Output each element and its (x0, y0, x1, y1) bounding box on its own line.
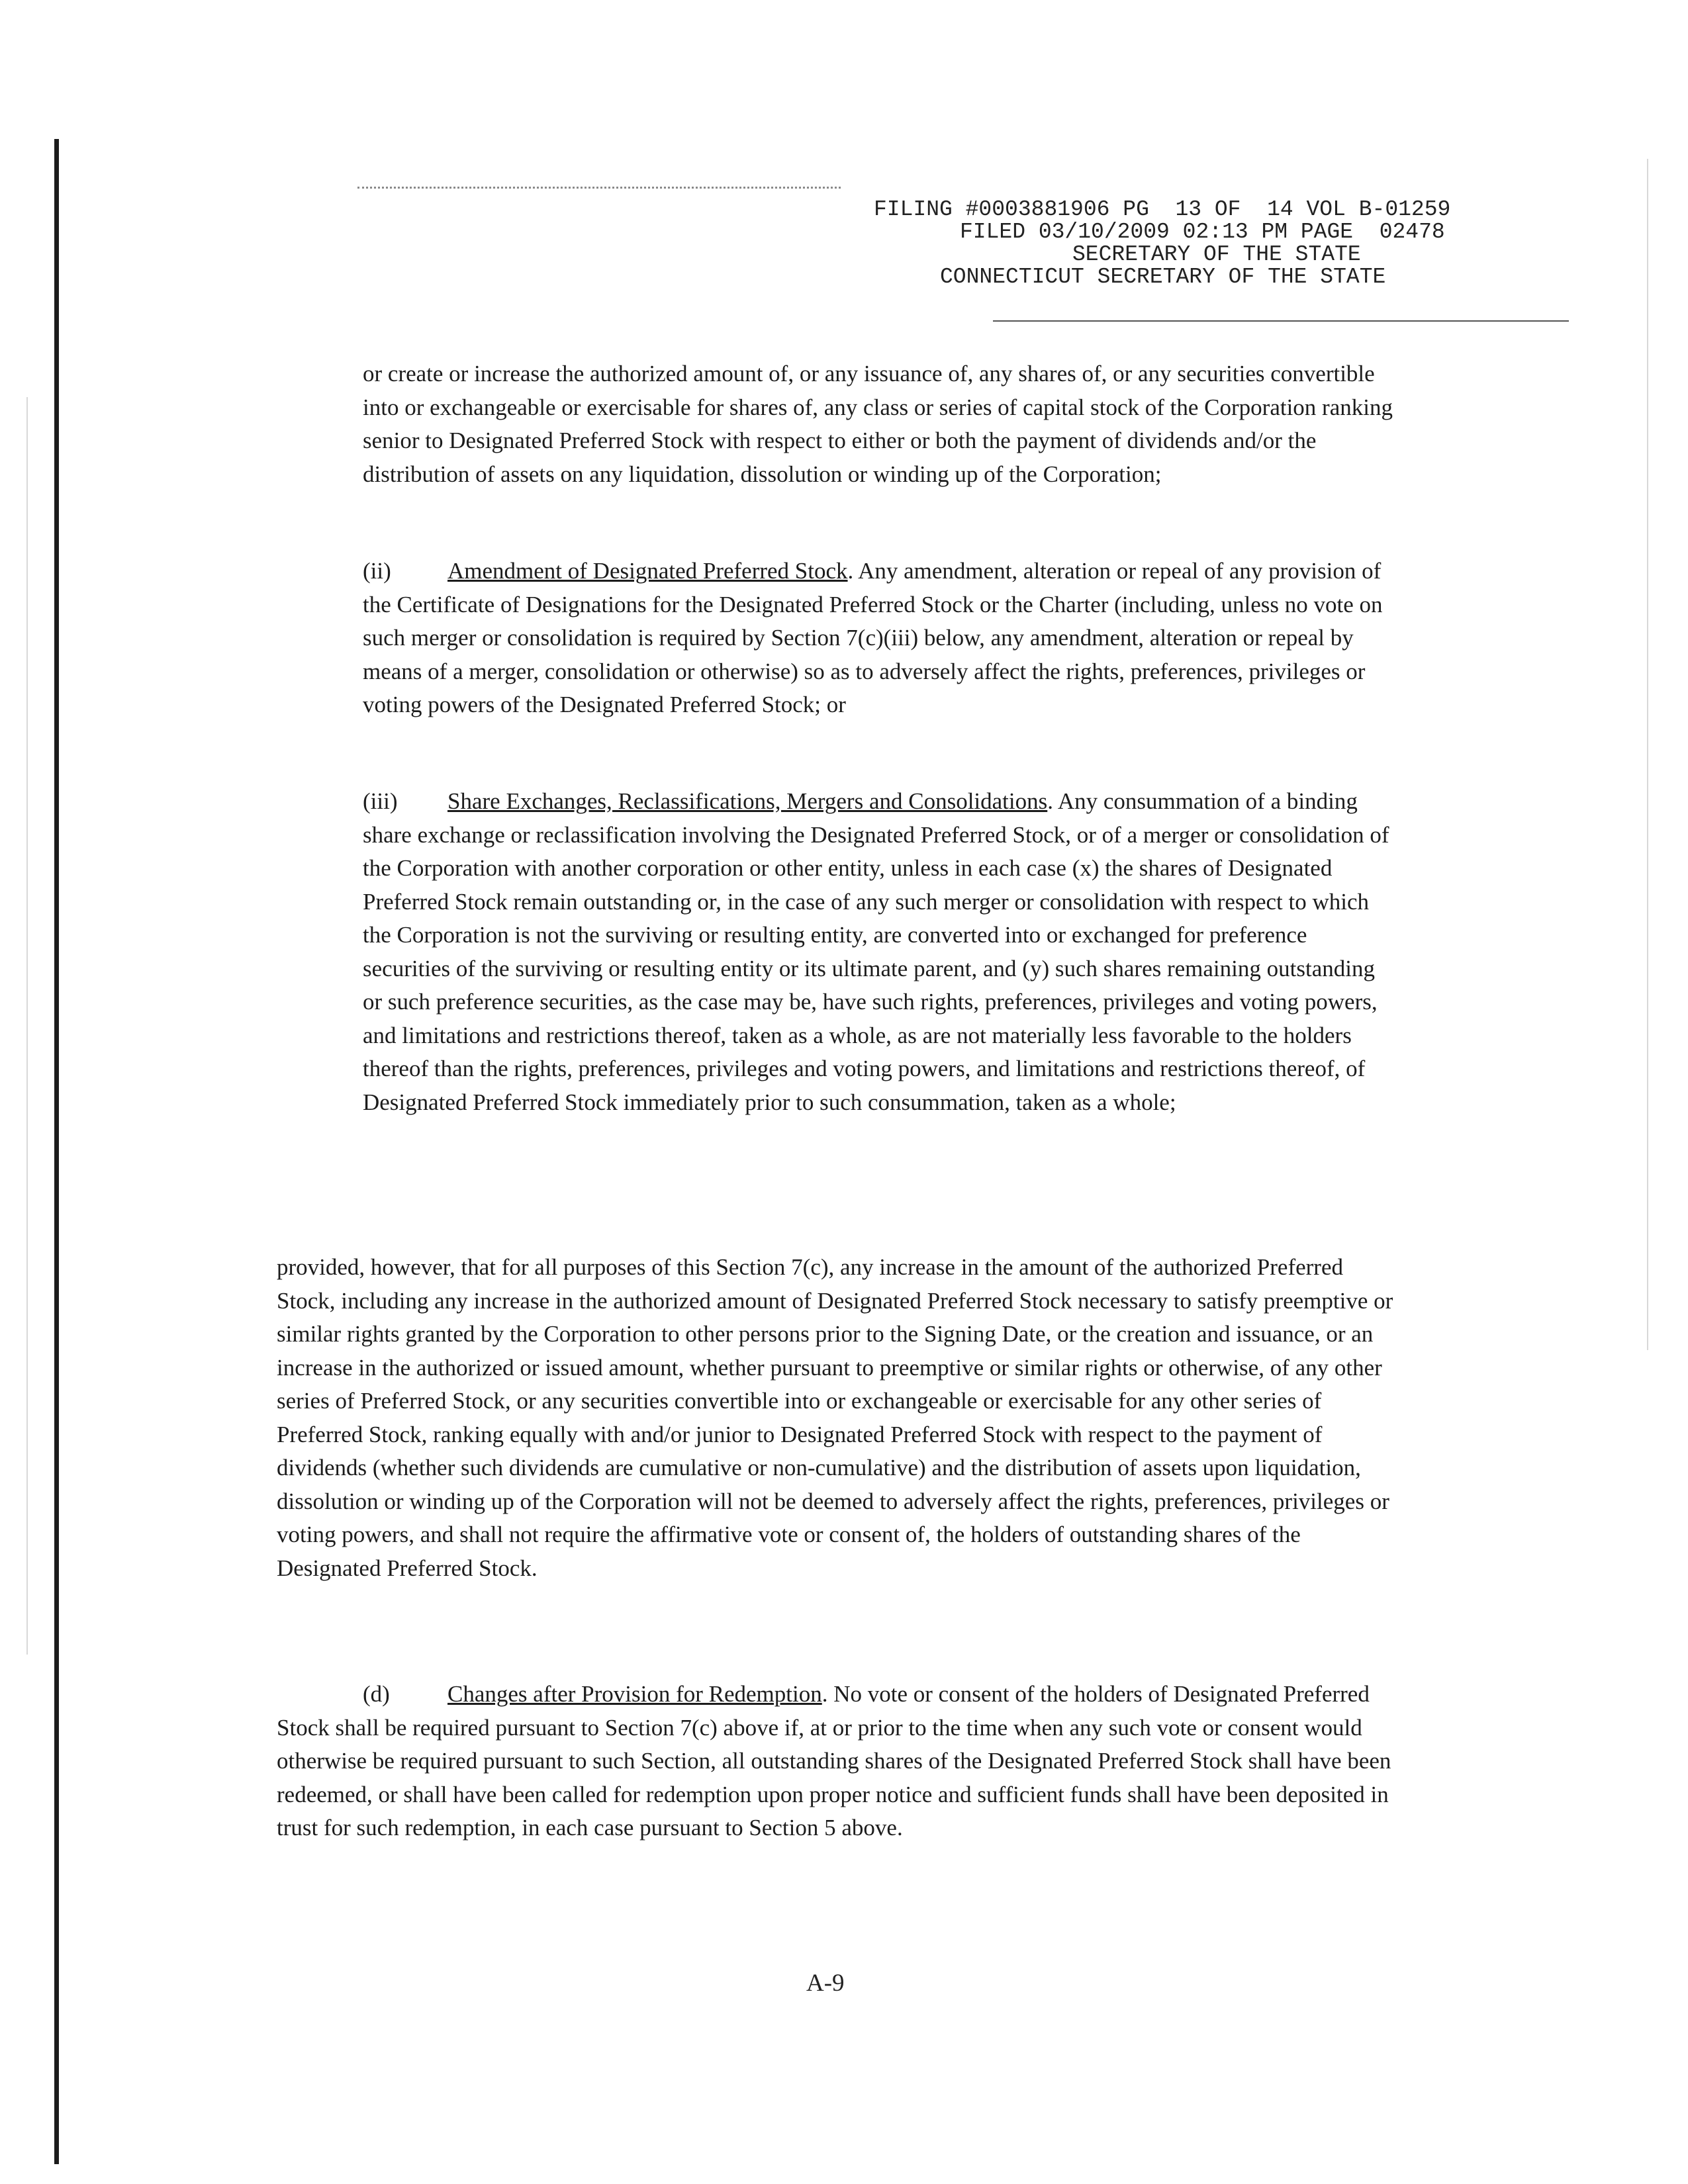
stamp-connecticut: CONNECTICUT SECRETARY OF THE STATE (940, 265, 1386, 289)
item-d-heading: Changes after Provision for Redemption (447, 1681, 822, 1707)
filing-stamp (854, 199, 1569, 289)
item-d-label: (d) (363, 1681, 390, 1707)
item-d-paragraph (277, 1678, 1395, 1845)
page-number: A-9 (806, 1970, 845, 1997)
item-ii-text: . Any amendment, alteration or repeal of any provision of the Certificate of Designations for the Designated Preferred Stock or the Charter (including, unless no vote on such merger or consolidation is required by Section 7(c)(iii) below, any amendment, alteration or repeal by means of a merger, consolidation or otherwise) so as to adversely affect the rights, preferences, privileges or voting powers of the Designated Preferred Stock; or (363, 558, 1383, 717)
item-iii-label: (iii) (363, 788, 398, 814)
item-ii-label: (ii) (363, 558, 391, 584)
scan-noise-mark (357, 187, 841, 189)
scan-margin-shadow-left (26, 397, 28, 1655)
scan-margin-shadow (1647, 159, 1648, 1350)
stamp-filing-number: FILING #0003881906 PG 13 OF 14 VOL B-01259 (874, 197, 1451, 222)
proviso-paragraph: provided, however, that for all purposes of this Section 7(c), any increase in the amount of the authorized Preferred Stock, including any increase in the authorized amount of Designated Preferred Stock necessary to satisfy preemptive or similar rights granted by the Corporation to other persons prior to the Signing Date, or the creation and issuance, or an increase in the authorized or issued amount, whether pursuant to preemptive or similar rights or otherwise, of any other series of Preferred Stock, or any securities convertible into or exchangeable or exercisable for any other series of Preferred Stock, ranking equally with and/or junior to Designated Preferred Stock with respect to the payment of dividends (whether such dividends are cumulative or non-cumulative) and the distribution of assets upon liquidation, dissolution or winding up of the Corporation will not be deemed to adversely affect the rights, preferences, privileges or voting powers, and shall not require the affirmative vote or consent of, the holders of outstanding shares of the Designated Preferred Stock. (277, 1254, 1393, 1581)
item-iii-text: . Any consummation of a binding share exchange or reclassification involving the Designated Preferred Stock, or of a merger or consolidation of the Corporation with another corporation or other entity, unless in each case (x) the shares of Designated Preferred Stock remain outstanding or, in the case of any such merger or consolidation with respect to which the Corporation is not the surviving or resulting entity, are converted into or exchanged for preference securities of the surviving or resulting entity or its ultimate parent, and (y) such shares remaining outstanding or such preference securities, as the case may be, have such rights, preferences, privileges and voting powers, and limitations and restrictions thereof, taken as a whole, as are not materially less favorable to the holders thereof than the rights, preferences, privileges and voting powers, and limitations and restrictions thereof, of Designated Preferred Stock immediately prior to such consummation, taken as a whole; (363, 788, 1389, 1115)
item-iii-heading: Share Exchanges, Reclassifications, Mergers and Consolidations (447, 788, 1048, 814)
stamp-filed-date: FILED 03/10/2009 02:13 PM PAGE 02478 (960, 220, 1445, 244)
item-ii-paragraph (363, 555, 1395, 722)
continuation-paragraph: or create or increase the authorized amount of, or any issuance of, any shares of, or any securities convertible into or exchangeable or exercisable for shares of, any class or series of capital stock of the Corporation ranking senior to Designated Preferred Stock with respect to either or both the payment of dividends and/or the distribution of assets on any liquidation, dissolution or winding up of the Corporation; (363, 361, 1393, 487)
item-iii-paragraph (363, 785, 1395, 1119)
stamp-secretary: SECRETARY OF THE STATE (1072, 242, 1361, 267)
item-d-text: . No vote or consent of the holders of Designated Preferred Stock shall be required pursuant to Section 7(c) above if, at or prior to the time when any such vote or consent would otherwise be required pursuant to such Section, all outstanding shares of the Designated Preferred Stock shall have been redeemed, or shall have been called for redemption upon proper notice and sufficient funds shall have been deposited in trust for such redemption, in each case pursuant to Section 5 above. (277, 1681, 1391, 1841)
item-ii-heading: Amendment of Designated Preferred Stock (447, 558, 848, 584)
stamp-underline (993, 320, 1569, 322)
scan-edge-line (54, 139, 59, 2164)
